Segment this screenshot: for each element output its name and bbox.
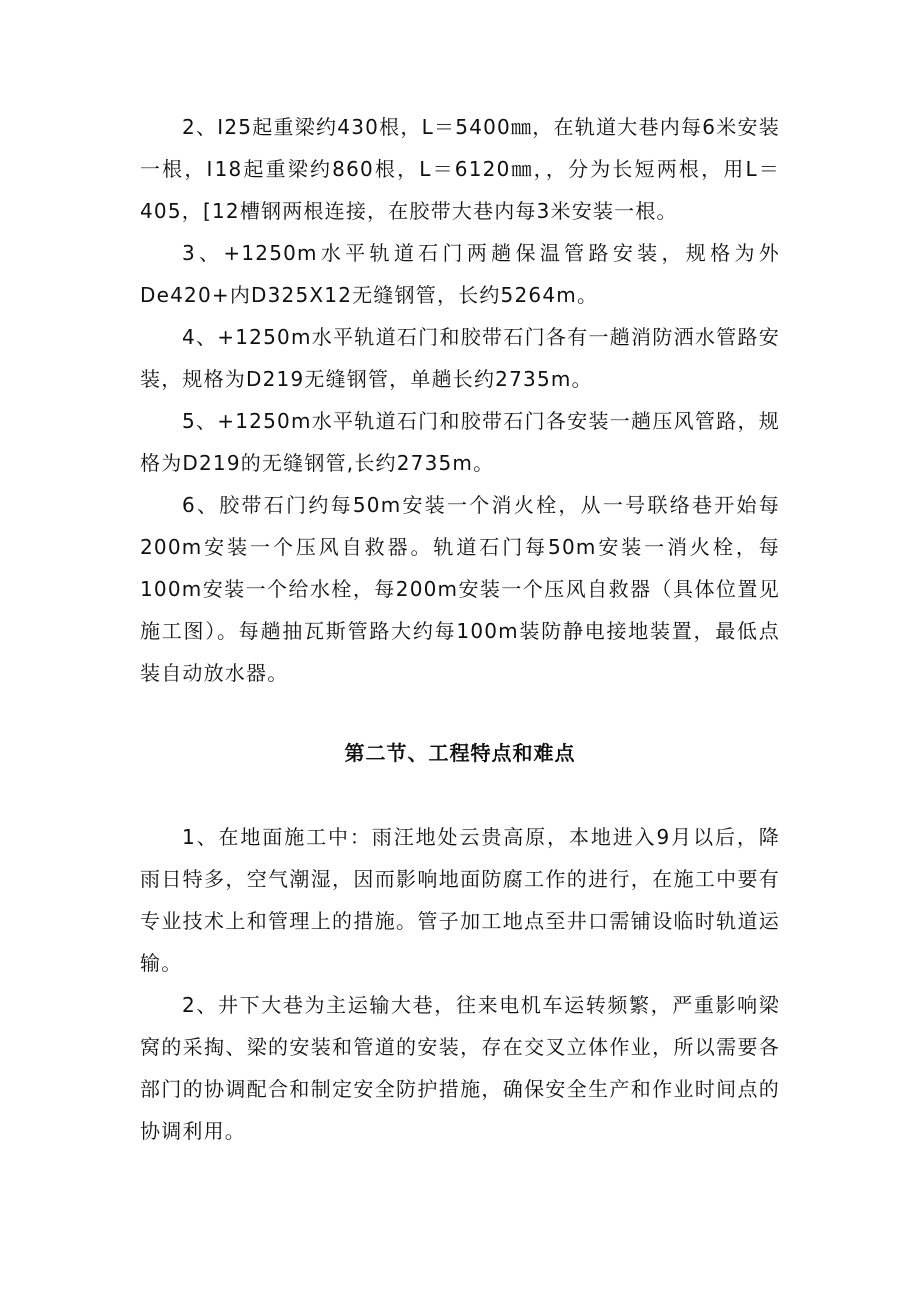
paragraph-item-4: 4、+1250m水平轨道石门和胶带石门各有一趟消防洒水管路安装，规格为D219无缝钢管，单趟长约2735m。 — [140, 325, 780, 391]
section-spacer — [140, 694, 780, 732]
section-heading: 第二节、工程特点和难点 — [344, 741, 576, 765]
document-body — [140, 106, 780, 1152]
section-spacer — [140, 774, 780, 816]
paragraph-difficulty-1: 1、在地面施工中：雨汪地处云贵高原，本地进入9月以后，降雨日特多，空气潮湿，因而影响地面防腐工作的进行，在施工中要有专业技术上和管理上的措施。管子加工地点至井口需铺设临时轨道运输。 — [140, 825, 780, 975]
paragraph-item-6: 6、胶带石门约每50m安装一个消火栓，从一号联络巷开始每200m安装一个压风自救器。轨道石门每50m安装一消火栓，每100m安装一个给水栓，每200m安装一个压风自救器（具体位置见施工图）。每趟抽瓦斯管路大约每100m装防静电接地装置，最低点装自动放水器。 — [140, 493, 780, 685]
paragraph-item-2: 2、Ⅰ25起重梁约430根，L＝5400㎜，在轨道大巷内每6米安装一根，Ⅰ18起重梁约860根，L＝6120㎜，，分为长短两根，用L＝405，[12槽钢两根连接，在胶带大巷内每3米安装一根。 — [140, 115, 780, 223]
paragraph-item-3: 3、+1250m水平轨道石门两趟保温管路安装，规格为外De420+内D325X12无缝钢管，长约5264m。 — [140, 241, 780, 307]
paragraph-difficulty-2: 2、井下大巷为主运输大巷，往来电机车运转频繁，严重影响梁窝的采掏、梁的安装和管道的安装，存在交叉立体作业，所以需要各部门的协调配合和制定安全防护措施，确保安全生产和作业时间点的协调利用。 — [140, 993, 780, 1143]
paragraph-item-5: 5、+1250m水平轨道石门和胶带石门各安装一趟压风管路，规格为D219的无缝钢管,长约2735m。 — [140, 409, 780, 475]
